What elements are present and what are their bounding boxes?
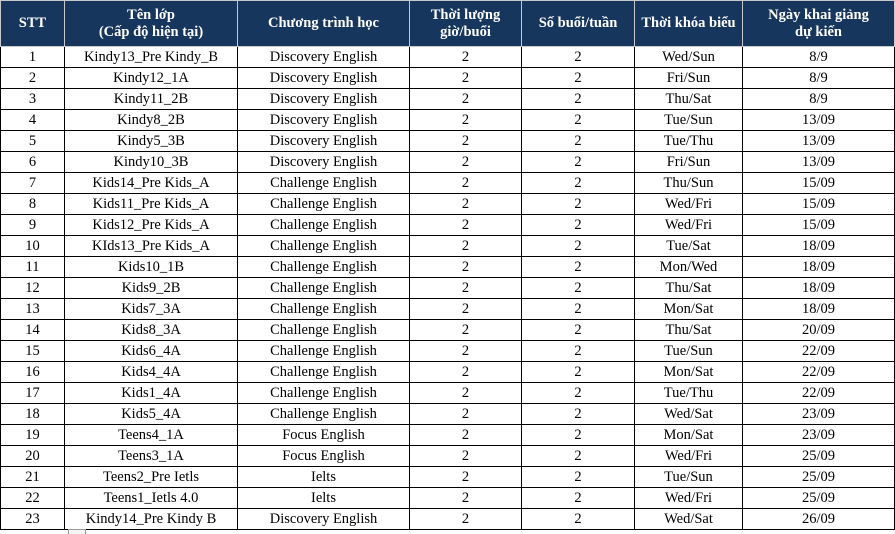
table-row [1, 215, 895, 236]
cell-hours[interactable]: 2 [410, 425, 522, 446]
cell-timetable[interactable]: Tue/Sun [635, 467, 743, 488]
cell-class-name[interactable]: Teens4_1A [65, 425, 238, 446]
cell-timetable[interactable]: Thu/Sat [635, 278, 743, 299]
table-row [1, 488, 895, 509]
cell-timetable[interactable]: Thu/Sat [635, 89, 743, 110]
cell-stt[interactable]: 21 [1, 467, 65, 488]
cell-sessions[interactable]: 2 [522, 404, 635, 425]
cell-sessions[interactable]: 2 [522, 467, 635, 488]
cell-start-date[interactable]: 22/09 [743, 362, 895, 383]
cell-sessions[interactable]: 2 [522, 173, 635, 194]
table-row [1, 299, 895, 320]
header-start-date-line1: Ngày khai giảng [768, 6, 869, 23]
cell-timetable[interactable]: Wed/Sat [635, 404, 743, 425]
table-row [1, 383, 895, 404]
cell-stt[interactable]: 19 [1, 425, 65, 446]
header-sessions[interactable]: Số buổi/tuần [522, 1, 635, 47]
cell-start-date[interactable]: 23/09 [743, 404, 895, 425]
cell-hours[interactable]: 2 [410, 278, 522, 299]
table-row [1, 362, 895, 383]
cell-sessions[interactable]: 2 [522, 278, 635, 299]
cell-class-name[interactable]: Kids11_Pre Kids_A [65, 194, 238, 215]
cell-hours[interactable]: 2 [410, 257, 522, 278]
cell-class-name[interactable]: Kids8_3A [65, 320, 238, 341]
cell-program[interactable]: Challenge English [238, 383, 410, 404]
cell-sessions[interactable]: 2 [522, 68, 635, 89]
table-row [1, 152, 895, 173]
cell-stt[interactable]: 6 [1, 152, 65, 173]
cell-sessions[interactable]: 2 [522, 110, 635, 131]
cell-stt[interactable]: 20 [1, 446, 65, 467]
cell-timetable[interactable]: Thu/Sat [635, 320, 743, 341]
cell-start-date[interactable]: 18/09 [743, 278, 895, 299]
cell-start-date[interactable]: 25/09 [743, 446, 895, 467]
cell-sessions[interactable]: 2 [522, 215, 635, 236]
table-row [1, 257, 895, 278]
header-class-name-line1: Tên lớp [127, 6, 175, 23]
header-program[interactable]: Chương trình học [238, 1, 410, 47]
cell-program[interactable]: Challenge English [238, 194, 410, 215]
cell-timetable[interactable]: Wed/Sun [635, 47, 743, 68]
cell-hours[interactable]: 2 [410, 320, 522, 341]
cell-sessions[interactable]: 2 [522, 341, 635, 362]
cell-start-date[interactable]: 15/09 [743, 194, 895, 215]
cell-class-name[interactable]: Teens1_Ietls 4.0 [65, 488, 238, 509]
cell-timetable[interactable]: Wed/Fri [635, 215, 743, 236]
table-row [1, 467, 895, 488]
cell-stt[interactable]: 9 [1, 215, 65, 236]
cell-start-date[interactable]: 18/09 [743, 236, 895, 257]
cell-hours[interactable]: 2 [410, 173, 522, 194]
header-stt[interactable]: STT [1, 1, 65, 47]
cell-stt[interactable]: 11 [1, 257, 65, 278]
cell-sessions[interactable]: 2 [522, 320, 635, 341]
cell-hours[interactable]: 2 [410, 299, 522, 320]
cell-class-name[interactable]: Kids9_2B [65, 278, 238, 299]
cell-hours[interactable]: 2 [410, 194, 522, 215]
cell-class-name[interactable]: Teens3_1A [65, 446, 238, 467]
cell-sessions[interactable]: 2 [522, 131, 635, 152]
cell-hours[interactable]: 2 [410, 509, 522, 530]
header-start-date[interactable] [743, 1, 895, 47]
table-row [1, 425, 895, 446]
cell-class-name[interactable]: KIds13_Pre Kids_A [65, 236, 238, 257]
cell-class-name[interactable]: Kids4_4A [65, 362, 238, 383]
header-timetable[interactable]: Thời khóa biểu [635, 1, 743, 47]
cell-hours[interactable]: 2 [410, 362, 522, 383]
cell-program[interactable]: Discovery English [238, 152, 410, 173]
cell-class-name[interactable]: Kindy10_3B [65, 152, 238, 173]
cell-stt[interactable]: 17 [1, 383, 65, 404]
cell-program[interactable]: Discovery English [238, 509, 410, 530]
cell-start-date[interactable]: 18/09 [743, 257, 895, 278]
cell-timetable[interactable]: Fri/Sun [635, 152, 743, 173]
cell-class-name[interactable]: Kindy13_Pre Kindy_B [65, 47, 238, 68]
cell-timetable[interactable]: Tue/Sat [635, 236, 743, 257]
cell-program[interactable]: Challenge English [238, 236, 410, 257]
cell-hours[interactable]: 2 [410, 446, 522, 467]
header-duration-line2: giờ/buổi [440, 23, 491, 40]
cell-start-date[interactable]: 8/9 [743, 68, 895, 89]
cell-program[interactable]: Challenge English [238, 362, 410, 383]
cell-stt[interactable]: 16 [1, 362, 65, 383]
cell-stt[interactable]: 3 [1, 89, 65, 110]
cell-start-date[interactable]: 25/09 [743, 467, 895, 488]
cell-program[interactable]: Discovery English [238, 68, 410, 89]
cell-timetable[interactable]: Wed/Sat [635, 509, 743, 530]
cell-program[interactable]: Challenge English [238, 404, 410, 425]
cell-sessions[interactable]: 2 [522, 152, 635, 173]
cell-hours[interactable]: 2 [410, 68, 522, 89]
cell-sessions[interactable]: 2 [522, 47, 635, 68]
cell-timetable[interactable]: Tue/Sun [635, 341, 743, 362]
table-row [1, 110, 895, 131]
cell-hours[interactable]: 2 [410, 89, 522, 110]
table-row [1, 194, 895, 215]
table-row [1, 509, 895, 530]
header-class-name-line2: (Cấp độ hiện tại) [98, 23, 204, 40]
cell-hours[interactable]: 2 [410, 131, 522, 152]
cell-class-name[interactable]: Kids7_3A [65, 299, 238, 320]
cell-timetable[interactable]: Thu/Sun [635, 173, 743, 194]
cell-stt[interactable]: 2 [1, 68, 65, 89]
cell-timetable[interactable]: Wed/Fri [635, 488, 743, 509]
cell-sessions[interactable]: 2 [522, 383, 635, 404]
cell-hours[interactable]: 2 [410, 341, 522, 362]
cell-stt[interactable]: 22 [1, 488, 65, 509]
cell-sessions[interactable]: 2 [522, 488, 635, 509]
cell-stt[interactable]: 5 [1, 131, 65, 152]
cell-class-name[interactable]: Kids5_4A [65, 404, 238, 425]
cell-sessions[interactable]: 2 [522, 425, 635, 446]
cell-timetable[interactable]: Mon/Wed [635, 257, 743, 278]
cell-program[interactable]: Discovery English [238, 131, 410, 152]
header-start-date-line2: dự kiến [795, 23, 842, 40]
cell-class-name[interactable]: Kids12_Pre Kids_A [65, 215, 238, 236]
cell-start-date[interactable]: 22/09 [743, 341, 895, 362]
cell-program[interactable]: Challenge English [238, 173, 410, 194]
cell-sessions[interactable]: 2 [522, 299, 635, 320]
cell-class-name[interactable]: Kindy12_1A [65, 68, 238, 89]
table-row [1, 89, 895, 110]
table-body [1, 47, 895, 530]
cell-class-name[interactable]: Teens2_Pre Ietls [65, 467, 238, 488]
cell-program[interactable]: Discovery English [238, 110, 410, 131]
cell-hours[interactable]: 2 [410, 236, 522, 257]
cell-stt[interactable]: 14 [1, 320, 65, 341]
cell-sessions[interactable]: 2 [522, 257, 635, 278]
cell-stt[interactable]: 10 [1, 236, 65, 257]
cell-hours[interactable]: 2 [410, 404, 522, 425]
table-row [1, 446, 895, 467]
cell-timetable[interactable]: Fri/Sun [635, 68, 743, 89]
cell-program[interactable]: Ielts [238, 488, 410, 509]
cell-program[interactable]: Challenge English [238, 215, 410, 236]
cell-hours[interactable]: 2 [410, 47, 522, 68]
cell-start-date[interactable]: 20/09 [743, 320, 895, 341]
cell-start-date[interactable]: 13/09 [743, 110, 895, 131]
cell-stt[interactable]: 23 [1, 509, 65, 530]
sheet-edge-fragment [68, 529, 86, 534]
cell-class-name[interactable]: Kids6_4A [65, 341, 238, 362]
cell-stt[interactable]: 8 [1, 194, 65, 215]
cell-hours[interactable]: 2 [410, 488, 522, 509]
cell-start-date[interactable]: 13/09 [743, 152, 895, 173]
cell-timetable[interactable]: Mon/Sat [635, 425, 743, 446]
cell-program[interactable]: Challenge English [238, 299, 410, 320]
cell-start-date[interactable]: 8/9 [743, 89, 895, 110]
cell-hours[interactable]: 2 [410, 215, 522, 236]
cell-start-date[interactable]: 8/9 [743, 47, 895, 68]
cell-class-name[interactable]: Kindy14_Pre Kindy B [65, 509, 238, 530]
cell-start-date[interactable]: 15/09 [743, 173, 895, 194]
cell-stt[interactable]: 15 [1, 341, 65, 362]
cell-program[interactable]: Challenge English [238, 278, 410, 299]
cell-class-name[interactable]: Kindy5_3B [65, 131, 238, 152]
cell-sessions[interactable]: 2 [522, 509, 635, 530]
cell-sessions[interactable]: 2 [522, 194, 635, 215]
header-row [1, 1, 895, 47]
cell-program[interactable]: Challenge English [238, 257, 410, 278]
cell-timetable[interactable]: Mon/Sat [635, 299, 743, 320]
cell-stt[interactable]: 18 [1, 404, 65, 425]
cell-start-date[interactable]: 23/09 [743, 425, 895, 446]
cell-timetable[interactable]: Mon/Sat [635, 362, 743, 383]
cell-program[interactable]: Challenge English [238, 341, 410, 362]
cell-program[interactable]: Focus English [238, 425, 410, 446]
cell-timetable[interactable]: Tue/Sun [635, 110, 743, 131]
cell-stt[interactable]: 7 [1, 173, 65, 194]
table-row [1, 278, 895, 299]
cell-timetable[interactable]: Tue/Thu [635, 131, 743, 152]
cell-sessions[interactable]: 2 [522, 89, 635, 110]
cell-sessions[interactable]: 2 [522, 446, 635, 467]
cell-program[interactable]: Focus English [238, 446, 410, 467]
cell-sessions[interactable]: 2 [522, 236, 635, 257]
cell-start-date[interactable]: 26/09 [743, 509, 895, 530]
header-class-name[interactable] [65, 1, 238, 47]
cell-hours[interactable]: 2 [410, 152, 522, 173]
cell-stt[interactable]: 4 [1, 110, 65, 131]
cell-class-name[interactable]: Kindy8_2B [65, 110, 238, 131]
table-row [1, 320, 895, 341]
cell-class-name[interactable]: Kids1_4A [65, 383, 238, 404]
table-row [1, 173, 895, 194]
cell-timetable[interactable]: Tue/Thu [635, 383, 743, 404]
table-row [1, 236, 895, 257]
table-row [1, 131, 895, 152]
cell-program[interactable]: Ielts [238, 467, 410, 488]
cell-class-name[interactable]: Kids14_Pre Kids_A [65, 173, 238, 194]
cell-start-date[interactable]: 15/09 [743, 215, 895, 236]
cell-hours[interactable]: 2 [410, 467, 522, 488]
cell-program[interactable]: Discovery English [238, 89, 410, 110]
cell-stt[interactable]: 1 [1, 47, 65, 68]
cell-stt[interactable]: 12 [1, 278, 65, 299]
cell-hours[interactable]: 2 [410, 110, 522, 131]
table-row [1, 47, 895, 68]
cell-program[interactable]: Discovery English [238, 47, 410, 68]
cell-start-date[interactable]: 13/09 [743, 131, 895, 152]
cell-class-name[interactable]: Kindy11_2B [65, 89, 238, 110]
header-duration-line1: Thời lượng [430, 6, 501, 23]
cell-start-date[interactable]: 18/09 [743, 299, 895, 320]
cell-stt[interactable]: 13 [1, 299, 65, 320]
table-row [1, 404, 895, 425]
cell-start-date[interactable]: 25/09 [743, 488, 895, 509]
cell-program[interactable]: Challenge English [238, 320, 410, 341]
cell-sessions[interactable]: 2 [522, 362, 635, 383]
cell-start-date[interactable]: 22/09 [743, 383, 895, 404]
header-duration[interactable] [410, 1, 522, 47]
cell-timetable[interactable]: Wed/Fri [635, 194, 743, 215]
table-row [1, 341, 895, 362]
table-row [1, 68, 895, 89]
cell-hours[interactable]: 2 [410, 383, 522, 404]
cell-timetable[interactable]: Wed/Fri [635, 446, 743, 467]
cell-class-name[interactable]: Kids10_1B [65, 257, 238, 278]
